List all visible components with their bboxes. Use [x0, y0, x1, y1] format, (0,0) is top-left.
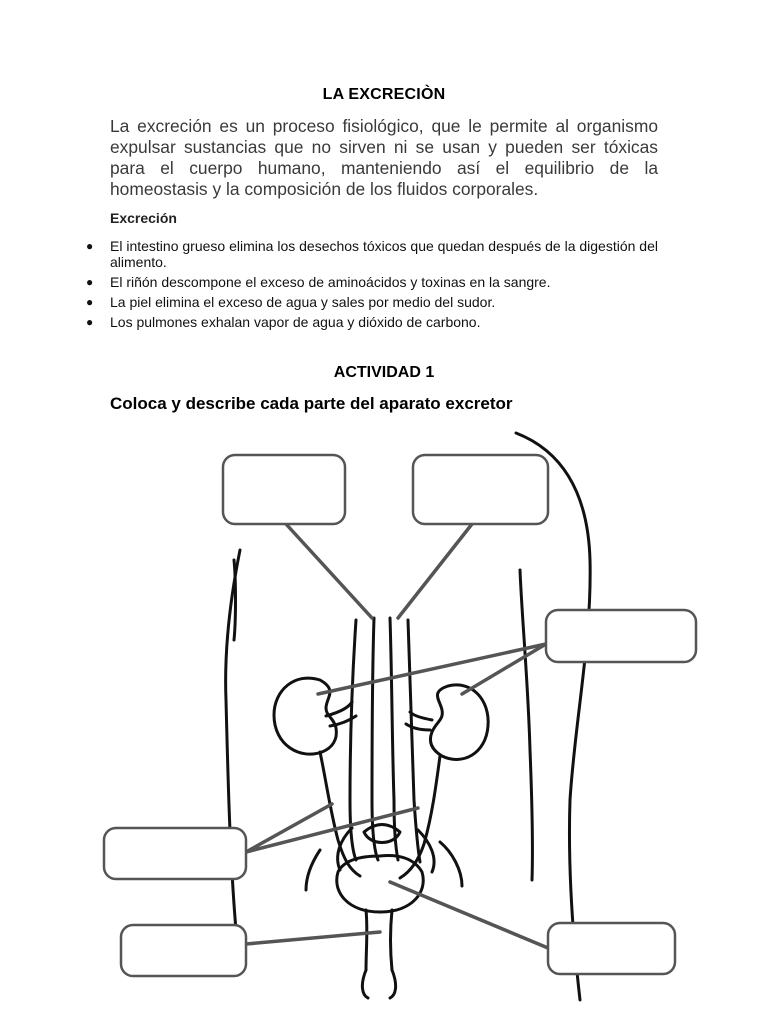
leader-line	[246, 932, 380, 944]
list-item: ● Los pulmones exhalan vapor de agua y dióxido de carbono.	[86, 314, 481, 330]
bullet-icon: ●	[86, 315, 94, 329]
label-box-top-left[interactable]	[223, 455, 345, 524]
torso-right-edge	[520, 570, 532, 880]
bullet-icon: ●	[86, 295, 94, 309]
right-kidney	[430, 685, 488, 760]
activity-title: ACTIVIDAD 1	[333, 364, 435, 381]
label-box-right-bottom[interactable]	[548, 923, 675, 974]
renal-vessel-right	[410, 712, 432, 720]
label-box-top-right[interactable]	[413, 455, 548, 524]
intro-paragraph: La excreción es un proceso fisiológico, que le permite al organismo expulsar sustancias que no sirven ni se usan y pueden ser tóxicas para el cuerpo humano, manteniendo así el equilibrio de la homeostasis y la composición de los fluidos corporales.	[110, 116, 658, 199]
renal-vessel-right-2	[406, 724, 430, 730]
urethra-left	[366, 910, 367, 970]
label-box-right-upper[interactable]	[546, 610, 696, 662]
renal-vessel-left	[326, 702, 352, 716]
page-title: LA EXCRECIÒN	[322, 86, 446, 103]
label-box-left-middle[interactable]	[104, 828, 246, 879]
leader-line	[246, 804, 332, 852]
vena-cava	[390, 618, 398, 860]
leader-line	[398, 524, 472, 618]
vena-cava-inner	[408, 620, 420, 862]
pelvis-left-contour	[306, 850, 320, 890]
list-item: ● El riñón descompone el exceso de aminoácidos y toxinas en la sangre.	[86, 274, 551, 290]
urethra-base	[362, 970, 395, 998]
list-item: ● El intestino grueso elimina los desechos tóxicos que quedan después de la digestión del alimento.	[86, 238, 658, 270]
label-box-left-bottom[interactable]	[121, 925, 246, 976]
pelvis-right-contour	[440, 842, 462, 886]
bullet-icon: ●	[86, 275, 94, 289]
leader-line	[286, 524, 372, 618]
torso-left-edge	[234, 560, 236, 640]
urethra-right	[391, 910, 393, 970]
leader-line	[390, 882, 548, 948]
bullet-icon: ●	[86, 239, 94, 253]
section-subheading: Excreción	[110, 210, 177, 226]
activity-instruction: Coloca y describe cada parte del aparato excretor	[110, 394, 513, 413]
list-item: ● La piel elimina el exceso de agua y sales por medio del sudor.	[86, 294, 496, 310]
